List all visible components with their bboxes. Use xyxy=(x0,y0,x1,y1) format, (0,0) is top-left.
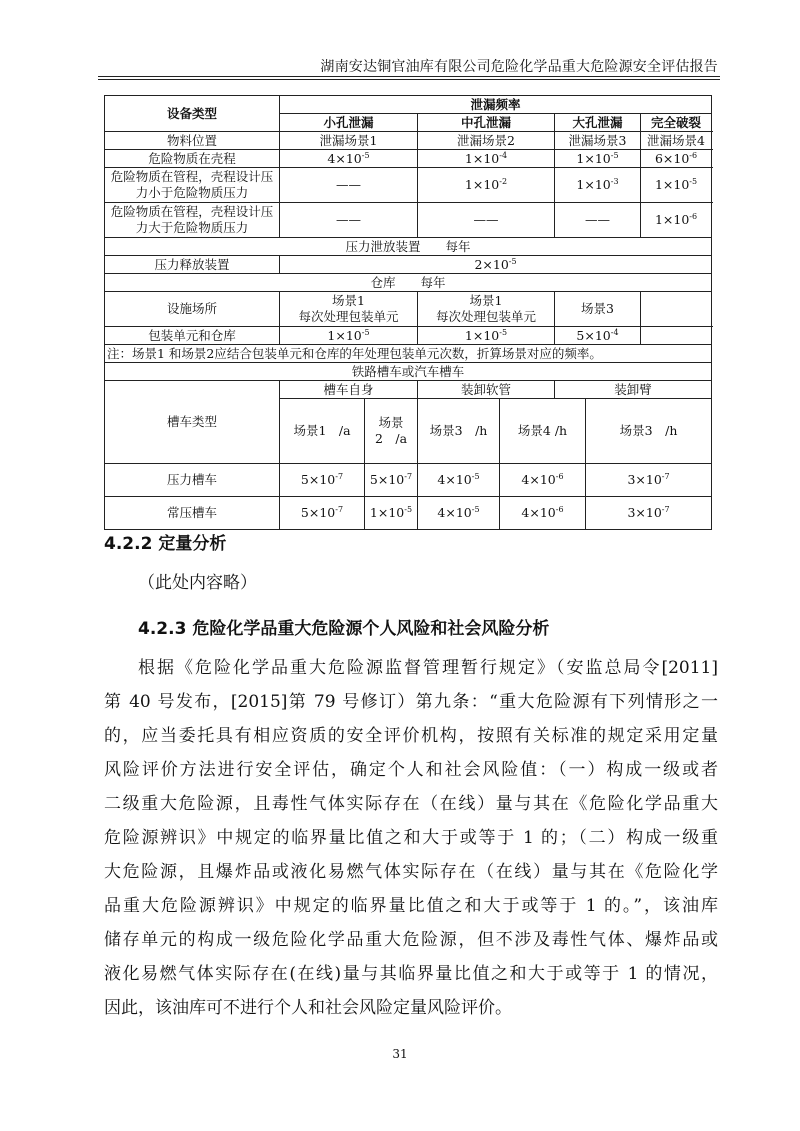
equip-type-header: 设备类型 xyxy=(105,96,280,132)
cell: $3\times 10^{-7}$ xyxy=(586,497,712,530)
body-paragraph xyxy=(104,651,718,1025)
cell: $5\times 10^{-7}$ xyxy=(280,497,365,530)
group-header: 槽车自身 xyxy=(280,381,418,399)
table-row xyxy=(105,327,712,345)
cell: 场景1 每次处理包装单元 xyxy=(280,292,418,327)
cell: $5\times 10^{-7}$ xyxy=(365,464,418,497)
cell: $1\times 10^{-5}$ xyxy=(418,327,555,345)
cell: $5\times 10^{-4}$ xyxy=(555,327,641,345)
cell: $1\times 10^{-5}$ xyxy=(555,150,641,168)
group-header: 装卸软管 xyxy=(418,381,555,399)
table-row xyxy=(105,256,712,274)
table-note: 注：场景1 和场景2应结合包装单元和仓库的年处理包装单元次数，折算场景对应的频率。 xyxy=(105,345,712,363)
cell: 场景3 /h xyxy=(418,399,500,464)
table-row xyxy=(105,292,712,327)
cell: 场景3 xyxy=(555,292,641,327)
row-label: 危险物质在管程，壳程设计压 力大于危险物质压力 xyxy=(105,203,280,238)
cell: $4\times 10^{-5}$ xyxy=(418,497,500,530)
col-small-hole: 小孔泄漏 xyxy=(280,114,418,132)
section-heading-4-2-3: 4.2.3 危险化学品重大危险源个人风险和社会风险分析 xyxy=(138,619,550,639)
cell: $1\times 10^{-6}$ xyxy=(641,203,712,238)
row-label: 物料位置 xyxy=(105,132,280,150)
cell: 场景1 每次处理包装单元 xyxy=(418,292,555,327)
cell: 场景2 /a xyxy=(365,399,418,464)
cell: —— xyxy=(280,203,418,238)
col-rupture: 完全破裂 xyxy=(641,114,712,132)
table-row xyxy=(105,274,712,292)
table-row xyxy=(105,497,712,530)
paragraph-line: 大危险源，且爆炸品或液化易燃气体实际存在（在线）量与其在《危险化学 xyxy=(104,862,718,882)
page-number: 31 xyxy=(392,1047,408,1061)
header-rule xyxy=(98,76,720,77)
paragraph-line: 第 40 号发布，[2015]第 79 号修订）第九条：“重大危险源有下列情形之一 xyxy=(104,692,718,712)
cell: 泄漏场景4 xyxy=(641,132,712,150)
cell: $1\times 10^{-5}$ xyxy=(280,327,418,345)
paragraph-line: 危险源辨识》中规定的临界量比值之和大于或等于 1 的；（二）构成一级重 xyxy=(104,828,718,848)
row-label: 槽车类型 xyxy=(105,381,280,464)
relief-section-header: 压力泄放装置 每年 xyxy=(105,238,712,256)
group-header: 装卸臂 xyxy=(555,381,712,399)
table-row xyxy=(105,345,712,363)
paragraph-line: 二级重大危险源，且毒性气体实际存在（在线）量与其在《危险化学品重大 xyxy=(104,794,718,814)
cell: $4\times 10^{-6}$ xyxy=(500,497,586,530)
row-label: 设施场所 xyxy=(105,292,280,327)
cell: —— xyxy=(555,203,641,238)
col-large-hole: 大孔泄漏 xyxy=(555,114,641,132)
header-rule-double xyxy=(98,79,720,80)
paragraph-line: 储存单元的构成一级危险化学品重大危险源，但不涉及毒性气体、爆炸品或 xyxy=(104,930,718,950)
table-row xyxy=(105,363,712,381)
cell: 泄漏场景2 xyxy=(418,132,555,150)
table-row xyxy=(105,132,712,150)
cell: $1\times 10^{-4}$ xyxy=(418,150,555,168)
row-label: 危险物质在壳程 xyxy=(105,150,280,168)
warehouse-section-header: 仓库 每年 xyxy=(105,274,712,292)
paragraph-line: 液化易燃气体实际存在(在线)量与其临界量比值之和大于或等于 1 的情况， xyxy=(104,964,718,984)
leak-frequency-table xyxy=(104,95,712,530)
cell: 场景1 /a xyxy=(280,399,365,464)
cell: $1\times 10^{-2}$ xyxy=(418,168,555,203)
table-row xyxy=(105,203,712,238)
cell: $1\times 10^{-5}$ xyxy=(365,497,418,530)
row-label: 压力释放装置 xyxy=(105,256,280,274)
table-row xyxy=(105,168,712,203)
section-placeholder-text: （此处内容略） xyxy=(138,573,257,593)
leak-freq-header: 泄漏频率 xyxy=(280,96,712,114)
paragraph-line: 根据《危险化学品重大危险源监督管理暂行规定》（安监总局令[2011] xyxy=(138,658,718,678)
cell: $4\times 10^{-6}$ xyxy=(500,464,586,497)
row-label: 常压槽车 xyxy=(105,497,280,530)
table-row xyxy=(105,150,712,168)
cell: —— xyxy=(418,203,555,238)
cell xyxy=(641,292,712,327)
cell: 场景3 /h xyxy=(586,399,712,464)
table-row xyxy=(105,381,712,399)
paragraph-line: 风险评价方法进行安全评估，确定个人和社会风险值：（一）构成一级或者 xyxy=(104,760,718,780)
cell: $1\times 10^{-5}$ xyxy=(641,168,712,203)
cell xyxy=(641,327,712,345)
table-row xyxy=(105,464,712,497)
cell: 泄漏场景1 xyxy=(280,132,418,150)
row-label: 压力槽车 xyxy=(105,464,280,497)
cell: $5\times 10^{-7}$ xyxy=(280,464,365,497)
cell: $4\times 10^{-5}$ xyxy=(280,150,418,168)
page-header: 湖南安达铜官油库有限公司危险化学品重大危险源安全评估报告 xyxy=(320,59,718,75)
cell: $4\times 10^{-5}$ xyxy=(418,464,500,497)
paragraph-line: 品重大危险源辨识》中规定的临界量比值之和大于或等于 1 的。”，该油库 xyxy=(104,896,718,916)
paragraph-line: 因此，该油库可不进行个人和社会风险定量风险评价。 xyxy=(104,998,512,1018)
row-label: 包装单元和仓库 xyxy=(105,327,280,345)
section-heading-4-2-2: 4.2.2 定量分析 xyxy=(104,534,227,554)
cell: 泄漏场景3 xyxy=(555,132,641,150)
col-mid-hole: 中孔泄漏 xyxy=(418,114,555,132)
rail-section-header: 铁路槽车或汽车槽车 xyxy=(105,363,712,381)
paragraph-line: 的，应当委托具有相应资质的安全评价机构，按照有关标准的规定采用定量 xyxy=(104,726,718,746)
cell: $2\times 10^{-5}$ xyxy=(280,256,712,274)
cell: $6\times 10^{-6}$ xyxy=(641,150,712,168)
cell: $1\times 10^{-3}$ xyxy=(555,168,641,203)
cell: $3\times 10^{-7}$ xyxy=(586,464,712,497)
row-label: 危险物质在管程，壳程设计压 力小于危险物质压力 xyxy=(105,168,280,203)
cell: —— xyxy=(280,168,418,203)
cell: 场景4 /h xyxy=(500,399,586,464)
table-row xyxy=(105,238,712,256)
